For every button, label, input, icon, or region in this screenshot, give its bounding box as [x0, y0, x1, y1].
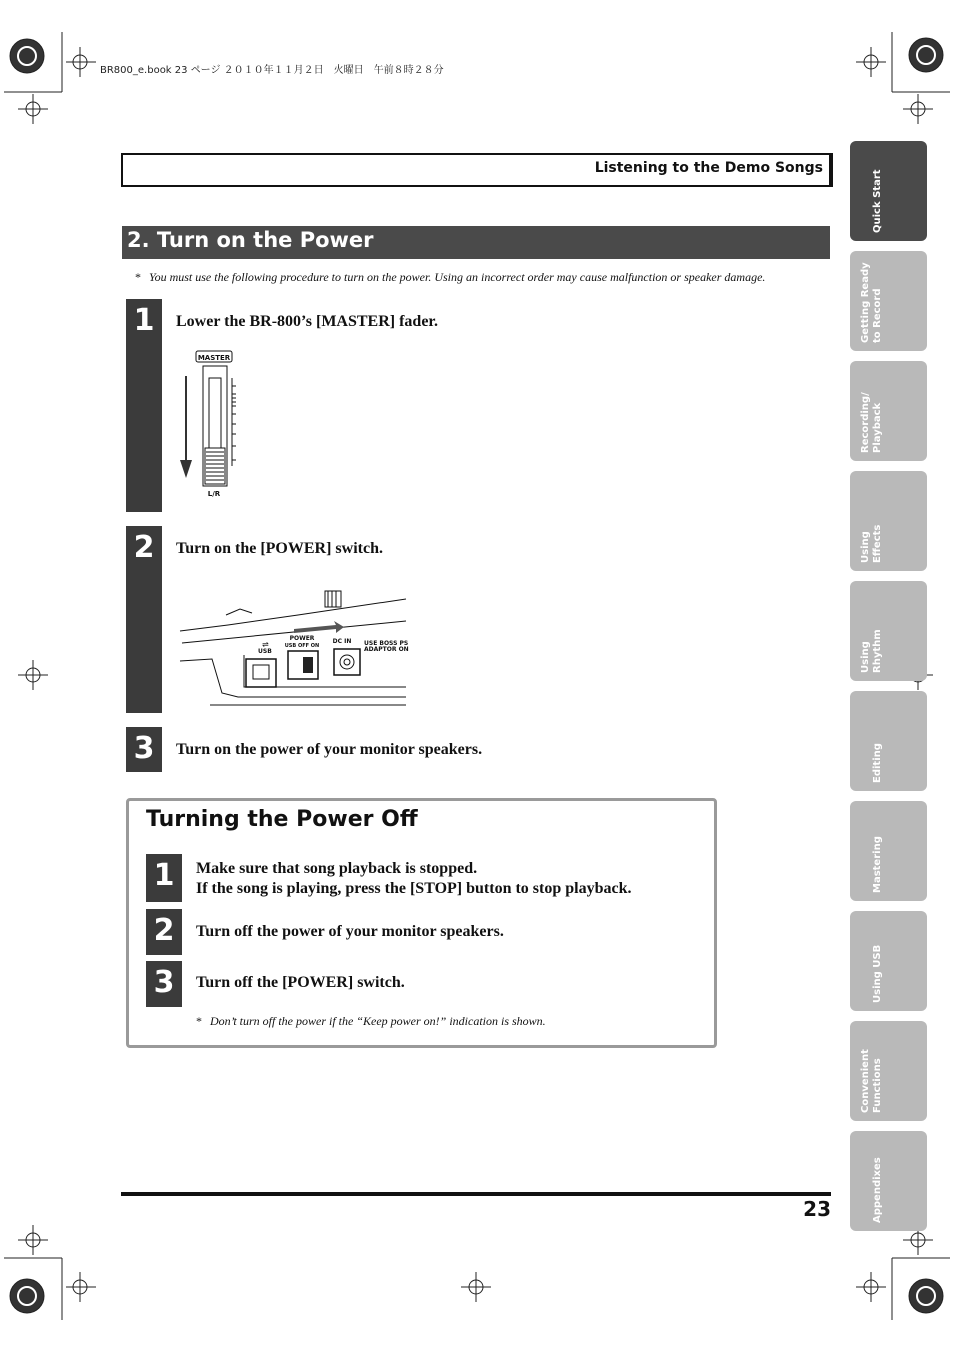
down-arrow-icon — [180, 460, 192, 478]
step-3-bar — [126, 727, 162, 772]
header-title: Listening to the Demo Songs — [594, 160, 823, 176]
tab-label: Mastering — [872, 836, 883, 893]
tab-mastering[interactable] — [850, 801, 927, 901]
tab-recording-playback[interactable] — [850, 361, 927, 461]
tab-label: Recording/ Playback — [860, 392, 883, 453]
power-off-step-2-text: Turn off the power of your monitor speakers. — [196, 923, 504, 940]
power-off-step-1-number: 1 — [153, 858, 175, 893]
step-1-number: 1 — [133, 303, 155, 338]
tab-label: Using USB — [872, 944, 883, 1003]
fader-label-lr: L/R — [207, 490, 221, 498]
step-2-bar — [126, 526, 162, 713]
step-2-number: 2 — [133, 530, 155, 565]
power-off-step-3-number: 3 — [153, 965, 175, 1000]
fader-label-master: MASTER — [197, 354, 231, 362]
step-3-text: Turn on the power of your monitor speakers. — [176, 741, 483, 758]
tab-quick-start[interactable] — [850, 141, 927, 241]
page-number: 23 — [803, 1197, 831, 1221]
power-off-step-3-bar — [146, 961, 182, 1007]
power-off-title: Turning the Power Off — [146, 807, 418, 832]
caution-note — [135, 270, 765, 285]
power-off-step-1-bar — [146, 854, 182, 902]
tab-label: Convenient Functions — [860, 1049, 883, 1113]
note-marker: * — [196, 1014, 202, 1028]
panel-label-power-sub: USB OFF ON — [284, 643, 320, 649]
tab-getting-ready[interactable] — [850, 251, 927, 351]
tab-using-usb[interactable] — [850, 911, 927, 1011]
tab-using-effects[interactable] — [850, 471, 927, 571]
rear-panel-illustration — [178, 585, 410, 709]
step-1-bar — [126, 299, 162, 512]
panel-label-adaptor-2: ADAPTOR ON — [364, 646, 409, 653]
panel-label-power: POWER — [289, 635, 315, 642]
tab-editing[interactable] — [850, 691, 927, 791]
step-1-text: Lower the BR-800’s [MASTER] fader. — [176, 313, 439, 330]
section-title-bar — [122, 226, 830, 259]
right-arrow-icon — [294, 621, 344, 633]
power-off-step-2-number: 2 — [153, 913, 175, 948]
print-info: BR800_e.book 23 ページ ２０１０年１１月２日 火曜日 午前８時２８分 — [100, 65, 444, 76]
power-off-step-1-text2: If the song is playing, press the [STOP] button to stop playback. — [196, 880, 632, 897]
power-off-step-3-text: Turn off the [POWER] switch. — [196, 974, 405, 991]
note-text: Don’t turn off the power if the “Keep power on!” indication is shown. — [210, 1014, 546, 1028]
master-fader-illustration — [176, 348, 246, 500]
tab-label: Appendixes — [872, 1157, 883, 1223]
note-marker: * — [135, 270, 141, 284]
footer-rule — [121, 1192, 831, 1196]
panel-label-adaptor-1: USE BOSS PS — [364, 640, 409, 647]
panel-label-usb: USB — [258, 648, 272, 655]
tab-label: Getting Ready to Record — [860, 262, 883, 343]
panel-label-dc-in: DC IN — [332, 638, 352, 645]
power-off-step-2-bar — [146, 909, 182, 955]
tab-label: Using Effects — [860, 524, 883, 563]
power-off-step-1-text: Make sure that song playback is stopped. — [196, 860, 478, 877]
tab-label: Editing — [872, 743, 883, 783]
section-title: 2. Turn on the Power — [127, 228, 374, 252]
tab-convenient-functions[interactable] — [850, 1021, 927, 1121]
step-2-text: Turn on the [POWER] switch. — [176, 540, 383, 557]
tab-appendixes[interactable] — [850, 1131, 927, 1231]
tab-using-rhythm[interactable] — [850, 581, 927, 681]
tab-label: Using Rhythm — [860, 629, 883, 673]
note-text: You must use the following procedure to turn on the power. Using an incorrect order may cause malfunction or speaker damage. — [149, 270, 766, 284]
header-box — [121, 153, 833, 187]
usb-symbol-icon: ⇌ — [262, 640, 269, 649]
step-3-number: 3 — [133, 731, 155, 766]
tab-label: Quick Start — [872, 169, 883, 233]
power-off-note — [196, 1014, 546, 1029]
